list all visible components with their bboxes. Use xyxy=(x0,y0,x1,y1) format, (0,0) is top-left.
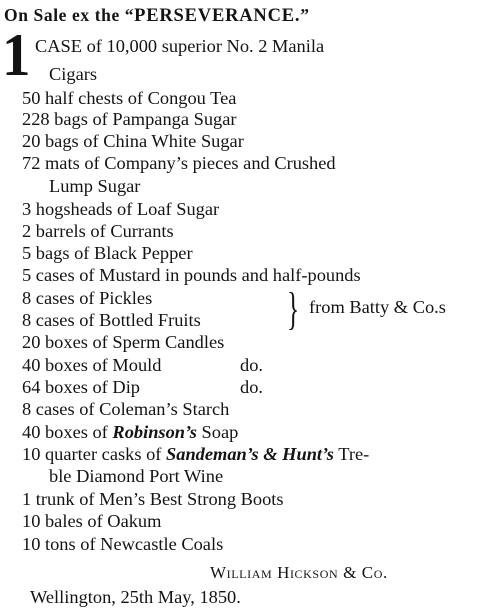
item-text: Soap xyxy=(196,422,239,442)
list-item: 1 trunk of Men’s Best Strong Boots xyxy=(22,489,284,509)
list-item: 20 bags of China White Sugar xyxy=(22,131,244,151)
dateline: Wellington, 25th May, 1850. xyxy=(30,587,241,607)
item-text: 10 quarter casks of xyxy=(22,444,167,464)
list-item: 10 tons of Newcastle Coals xyxy=(22,534,224,554)
drop-cap: 1 xyxy=(2,22,31,88)
list-item: ble Diamond Port Wine xyxy=(49,466,224,486)
list-item xyxy=(22,443,369,465)
list-item xyxy=(35,35,487,57)
list-item: 8 cases of Bottled Fruits xyxy=(22,310,201,330)
list-item: 8 cases of Pickles xyxy=(22,288,153,308)
ditto-mark: do. xyxy=(240,355,263,375)
list-item: Lump Sugar xyxy=(49,176,141,196)
ditto-mark: do. xyxy=(240,377,263,397)
list-item: 2 barrels of Currants xyxy=(22,221,174,241)
list-item xyxy=(22,421,238,443)
list-item: 5 cases of Mustard in pounds and half-pounds xyxy=(22,265,361,285)
list-item: Cigars xyxy=(49,64,98,84)
item-text: CASE of 10,000 superior No. 2 Manila xyxy=(35,36,325,56)
brace-label: from Batty & Co.s xyxy=(309,297,446,317)
headline xyxy=(4,5,487,27)
list-item: 3 hogsheads of Loaf Sugar xyxy=(22,199,220,219)
list-item: 5 bags of Black Pepper xyxy=(22,243,193,263)
signature: William Hickson & Co. xyxy=(210,563,388,582)
headline-prefix: On Sale ex the “ xyxy=(4,5,135,25)
item-text: 64 boxes of Dip xyxy=(22,377,140,397)
list-item: 50 half chests of Congou Tea xyxy=(22,88,237,108)
list-item: 20 boxes of Sperm Candles xyxy=(22,332,225,352)
list-item xyxy=(22,376,263,398)
item-text: 40 boxes of Mould xyxy=(22,355,162,375)
headline-suffix: ” xyxy=(300,5,310,25)
list-item: 10 bales of Oakum xyxy=(22,511,162,531)
item-text: 40 boxes of xyxy=(22,422,113,442)
curly-brace: } xyxy=(287,283,300,334)
list-item xyxy=(22,354,263,376)
list-item: 72 mats of Company’s pieces and Crushed xyxy=(22,153,336,173)
list-item: 8 cases of Coleman’s Starch xyxy=(22,399,230,419)
ship-name: PERSEVERANCE. xyxy=(134,6,301,26)
item-text: Tre- xyxy=(333,444,370,464)
list-item: 228 bags of Pampanga Sugar xyxy=(22,109,237,129)
brand-name: Robinson’s xyxy=(112,422,197,442)
brand-name: Sandeman’s & Hunt’s xyxy=(166,444,334,464)
